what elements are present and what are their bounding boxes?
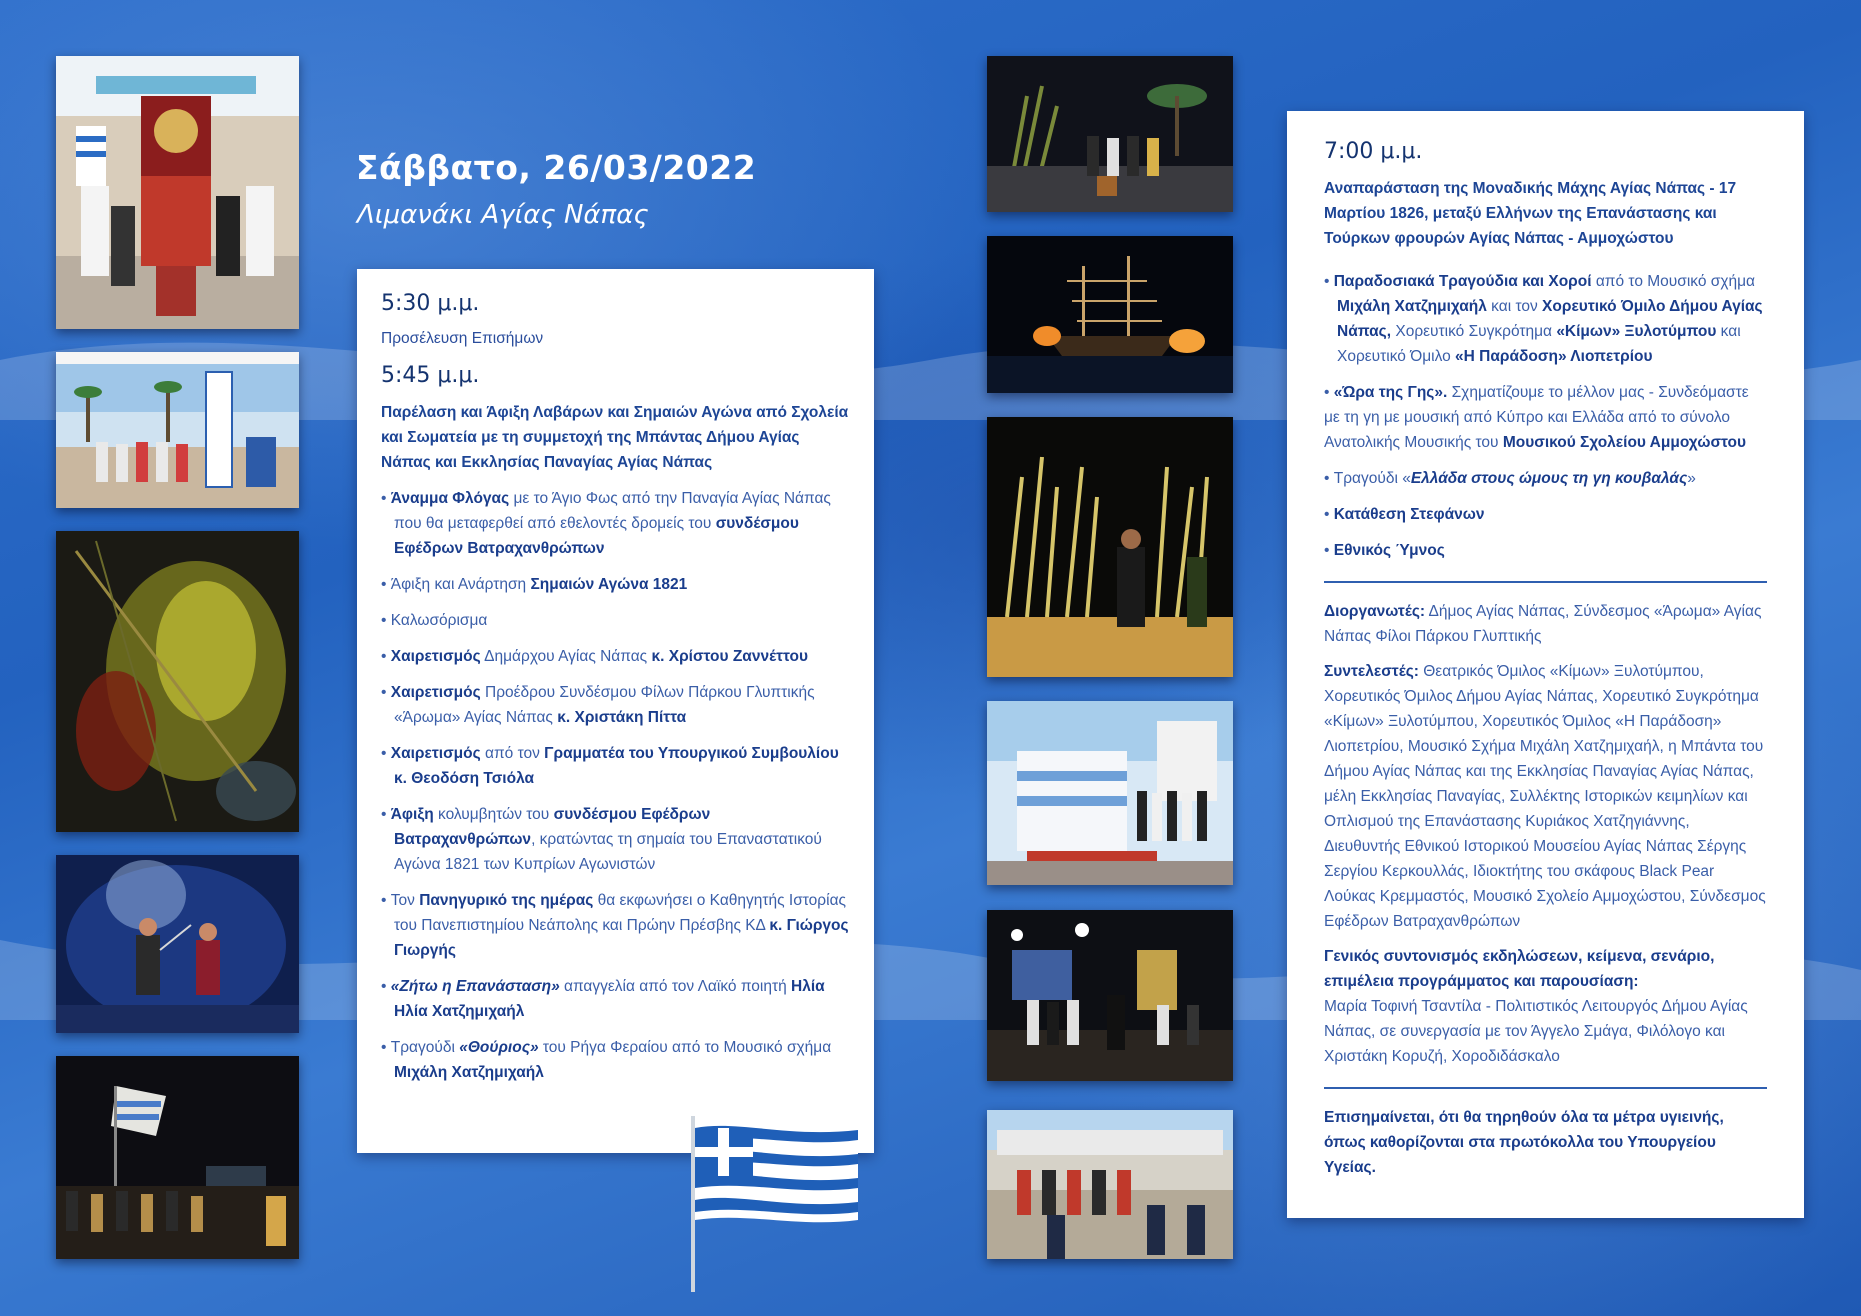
photo-night-performance — [987, 56, 1233, 212]
photo-reed-battle-reenactment — [987, 417, 1233, 677]
divider — [1324, 1087, 1767, 1089]
program-item: • «Ώρα της Γης». Σχηματίζουμε το μέλλον μας - Συνδεόμαστε με τη γη με μουσική από Κύπρο και Ελλάδα από το σύνολο Ανατολικής Μουσικής του Μουσικού Σχολείου Αμμοχώστου — [1324, 384, 1749, 451]
time-label: 5:30 μ.μ. — [381, 291, 480, 316]
contributors-credit: Συντελεστές: Θεατρικός Όμιλος «Κίμων» Ξυλοτύμπου, Χορευτικός Όμιλος Δήμου Αγίας Νάπας, Χορευτικό Συγκρότημα «Κίμων» Ξυλοτύμπου, Χορευτικός Όμιλος «Η Παράδοση» Λιοπετρίου, Μουσικό Σχήμα Μιχάλη Χατζημιχαήλ, η Μπάντα του Δήμου Αγίας Νάπας και της Εκκλησίας Παναγίας Αγίας Νάπας, μέλη Εκκλησίας Παναγίας, Συλλέκτης Ιστορικών κειμηλίων και Οπλισμού της Επανάστασης Κυριάκος Χατζηγιάννης, Διευθυντής Εθνικού Ιστορικού Μουσείου Αγίας Νάπας Σέργης Σεργίου Κερκουλλάς, Ιδιοκτήτης του σκάφους Black Pear Λούκας Κρεμμαστός, Μουσικό Σχολείο Αμμοχώστου, Σύνδεσμος Εφέδρων Βατραχανθρώπων — [1324, 663, 1766, 930]
program-item: • Άναμμα Φλόγας με το Άγιο Φως από την Παναγία Αγίας Νάπας που θα μεταφερθεί από εθελοντές δρομείς του συνδέσμου Εφέδρων Βατραχανθρώπων — [381, 490, 831, 557]
event-date-title: Σάββατο, 26/03/2022 — [356, 148, 757, 187]
program-item: • Τραγούδι «Ελλάδα στους ώμους τη γη κουβαλάς» — [1324, 470, 1696, 487]
program-item: • Τραγούδι «Θούριος» του Ρήγα Φεραίου από το Μουσικό σχήμα Μιχάλη Χατζημιχαήλ — [381, 1039, 832, 1081]
photo-sword-dance — [56, 855, 299, 1033]
coordination-credit: Γενικός συντονισμός εκδηλώσεων, κείμενα, σενάριο, επιμέλεια προγράμματος και παρουσίαση: Μαρία Τοφινή Τσαντίλα - Πολιτιστικός Λειτουργός Δήμου Αγίας Νάπας, σε συνεργασία με τον Άγγελο Σμάγα, Φιλόλογο και Χριστάκη Κορυζή, Χοροδιδάσκαλο — [1324, 948, 1748, 1065]
photo-flag-on-stage — [987, 701, 1233, 885]
event-parade-lead: Παρέλαση και Άφιξη Λαβάρων και Σημαιών Αγώνα από Σχολεία και Σωματεία με τη συμμετοχή της Μπάντας Δήμου Αγίας Νάπας και Εκκλησίας Παναγίας Αγίας Νάπας — [381, 404, 849, 471]
program-item: • Καλωσόρισμα — [381, 612, 488, 629]
divider — [1324, 581, 1767, 583]
event-location-subtitle: Λιμανάκι Αγίας Νάπας — [357, 200, 649, 230]
photo-night-ship — [987, 236, 1233, 393]
time-label: 7:00 μ.μ. — [1324, 139, 1423, 164]
photo-folk-dancers — [987, 1110, 1233, 1259]
photo-night-stage-flag — [56, 1056, 299, 1259]
greek-flag-icon — [688, 1116, 868, 1292]
event-arrival-officials: Προσέλευση Επισήμων — [381, 330, 544, 347]
photo-night-aerial — [56, 531, 299, 832]
health-measures-note: Επισημαίνεται, ότι θα τηρηθούν όλα τα μέτρα υγιεινής, όπως καθορίζονται στα πρωτόκολλα του Υπουργείου Υγείας. — [1324, 1109, 1724, 1176]
photo-parade-flags — [56, 56, 299, 329]
program-item: • Εθνικός Ύμνος — [1324, 542, 1445, 559]
program-item: • Άφιξη κολυμβητών του συνδέσμου Εφέδρων Βατραχανθρώπων, κρατώντας τη σημαία του Επαναστατικού Αγώνα 1821 των Κυπρίων Αγωνιστών — [381, 806, 822, 873]
photo-night-ceremony — [987, 910, 1233, 1081]
program-panel-evening-part2 — [1287, 111, 1804, 1218]
program-item: • Χαιρετισμός Προέδρου Συνδέσμου Φίλων Πάρκου Γλυπτικής «Άρωμα» Αγίας Νάπας κ. Χριστάκη Πίττα — [381, 684, 815, 726]
photo-band-march — [56, 352, 299, 508]
program-item: • Τον Πανηγυρικό της ημέρας θα εκφωνήσει ο Καθηγητής Ιστορίας του Πανεπιστημίου Νεάπολης και Πρώην Πρέσβης ΚΔ κ. Γιώργος Γιωργής — [381, 892, 849, 959]
organizers-credit: Διοργανωτές: Δήμος Αγίας Νάπας, Σύνδεσμος «Άρωμα» Αγίας Νάπας Φίλοι Πάρκου Γλυπτικής — [1324, 603, 1762, 645]
program-item: • Άφιξη και Ανάρτηση Σημαιών Αγώνα 1821 — [381, 576, 688, 593]
program-item: • «Ζήτω η Επανάσταση» απαγγελία από τον Λαϊκό ποιητή Ηλία Ηλία Χατζημιχαήλ — [381, 978, 825, 1020]
program-item: • Χαιρετισμός από τον Γραμματέα του Υπουργικού Συμβουλίου κ. Θεοδόση Τσιόλα — [381, 745, 839, 787]
event-reenactment-lead: Αναπαράσταση της Μοναδικής Μάχης Αγίας Νάπας - 17 Μαρτίου 1826, μεταξύ Ελλήνων της Επανάστασης και Τούρκων φρουρών Αγίας Νάπας - Αμμοχώστου — [1324, 180, 1737, 247]
program-panel-evening-part1 — [357, 269, 874, 1153]
program-item: • Κατάθεση Στεφάνων — [1324, 506, 1485, 523]
program-item: • Παραδοσιακά Τραγούδια και Χοροί από το Μουσικό σχήμα Μιχάλη Χατζημιχαήλ και τον Χορευτικό Όμιλο Δήμου Αγίας Νάπας, Χορευτικό Συγκρότημα «Κίμων» Ξυλοτύμπου και Χορευτικό Όμιλο «Η Παράδοση» Λιοπετρίου — [1324, 273, 1763, 365]
time-label: 5:45 μ.μ. — [381, 363, 480, 388]
program-item: • Χαιρετισμός Δημάρχου Αγίας Νάπας κ. Χρίστου Ζαννέττου — [381, 648, 808, 665]
